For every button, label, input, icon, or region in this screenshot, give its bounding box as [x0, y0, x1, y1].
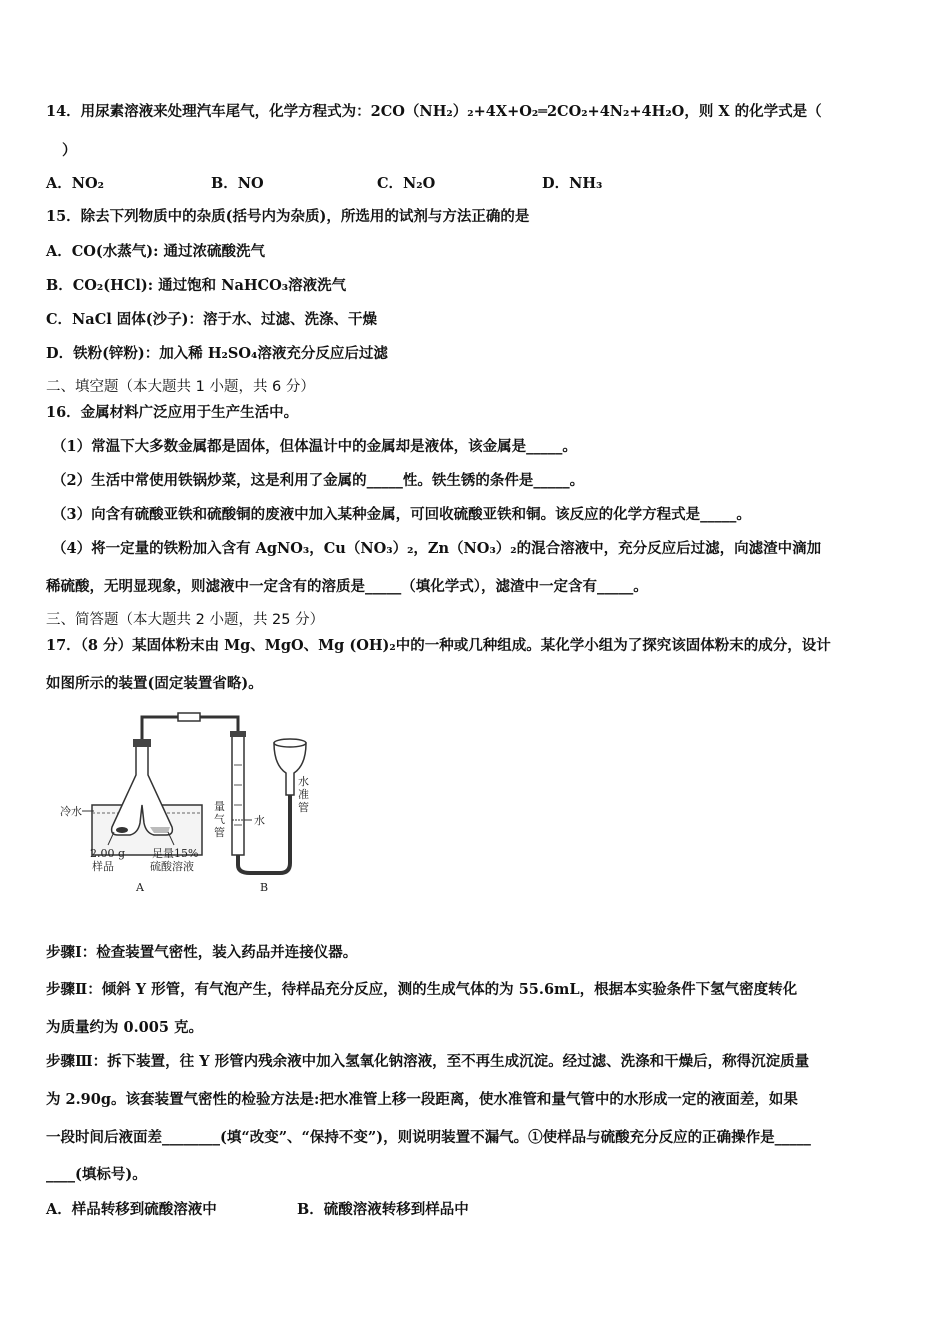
- q16-part-4: （4）将一定量的铁粉加入含有 AgNO₃，Cu（NO₃）₂，Zn（NO₃）₂的混合溶液中，充分反应后过滤，向滤渣中滴加: [52, 540, 822, 557]
- q17-step-1: 步骤Ⅰ：检查装置气密性，装入药品并连接仪器。: [46, 944, 358, 961]
- q16-stem: 16．金属材料广泛应用于生产生活中。: [46, 404, 299, 421]
- acid-amount-label: 足量15%: [152, 847, 199, 860]
- q17-option-a: A．样品转移到硫酸溶液中: [46, 1201, 217, 1218]
- q17-step-3-cont-3: ____(填标号)。: [46, 1166, 147, 1183]
- q17-step-3-cont-2: 一段时间后液面差________(填“改变”、“保持不变”)，则说明装置不漏气。①使样品与硫酸充分反应的正确操作是_____: [46, 1129, 811, 1146]
- q15-option-a: A．CO(水蒸气): 通过浓硫酸洗气: [46, 243, 266, 260]
- q15-option-c: C．NaCl 固体(沙子)：溶于水、过滤、洗涤、干燥: [46, 311, 378, 328]
- q17-stem: 17．（8 分）某固体粉末由 Mg、MgO、Mg (OH)₂中的一种或几种组成。某化学小组为了探究该固体粉末的成分，设计: [46, 637, 831, 654]
- q17-step-2-cont: 为质量约为 0.005 克。: [46, 1019, 204, 1036]
- level-tube-label-1: 水: [298, 775, 309, 788]
- q17-step-3: 步骤Ⅲ：拆下装置，往 Y 形管内残余液中加入氢氧化钠溶液，至不再生成沉淀。经过滤、洗涤和干燥后，称得沉淀质量: [46, 1053, 810, 1070]
- label-a: A: [136, 881, 144, 894]
- acid-label: 硫酸溶液: [150, 860, 194, 873]
- q14-option-b: B．NO: [211, 175, 264, 192]
- apparatus-figure: [60, 705, 330, 895]
- gas-tube-label-1: 量: [214, 800, 225, 813]
- q15-stem: 15．除去下列物质中的杂质(括号内为杂质)，所选用的试剂与方法正确的是: [46, 208, 530, 225]
- section-3-heading: 三、简答题（本大题共 2 小题，共 25 分）: [46, 612, 325, 628]
- cold-water-label: 冷水: [60, 805, 82, 818]
- label-b: B: [260, 881, 269, 894]
- q16-part-2: （2）生活中常使用铁锅炒菜，这是利用了金属的_____性。铁生锈的条件是_____。: [52, 472, 585, 489]
- q14-stem-end: ）: [62, 142, 77, 159]
- q16-part-1: （1）常温下大多数金属都是固体，但体温计中的金属却是液体，该金属是_____。: [52, 438, 577, 455]
- water-label: 水: [254, 814, 265, 827]
- gas-measuring-tube: [232, 735, 244, 855]
- q17-option-b: B．硫酸溶液转移到样品中: [297, 1201, 469, 1218]
- q14-option-a: A．NO₂: [46, 175, 104, 192]
- q17-step-3-cont-1: 为 2.90g。该套装置气密性的检验方法是:把水准管上移一段距离，使水准管和量气管中的水形成一定的液面差，如果: [46, 1091, 798, 1108]
- q16-part-3: （3）向含有硫酸亚铁和硫酸铜的废液中加入某种金属，可回收硫酸亚铁和铜。该反应的化学方程式是_____。: [52, 506, 751, 523]
- sample-label: 样品: [92, 860, 114, 873]
- q15-option-b: B．CO₂(HCl): 通过饱和 NaHCO₃溶液洗气: [46, 277, 347, 294]
- level-tube-label-3: 管: [298, 801, 309, 814]
- q14-option-c: C．N₂O: [377, 175, 436, 192]
- q17-stem-cont: 如图所示的装置(固定装置省略)。: [46, 675, 263, 692]
- tube-clamp: [178, 713, 200, 721]
- level-tube-label-2: 准: [298, 788, 309, 801]
- sample-mass-label: 2.00 g: [90, 847, 126, 860]
- gas-tube-label-3: 管: [214, 826, 225, 839]
- q14-option-d: D．NH₃: [542, 175, 603, 192]
- rubber-tube: [238, 795, 290, 873]
- section-2-heading: 二、填空题（本大题共 1 小题，共 6 分）: [46, 379, 315, 395]
- q14-stem: 14．用尿素溶液来处理汽车尾气，化学方程式为：2CO（NH₂）₂+4X+O₂═2CO₂+4N₂+4H₂O，则 X 的化学式是（: [46, 103, 822, 120]
- gas-tube-label-2: 气: [214, 813, 225, 826]
- q16-part-4-cont: 稀硫酸，无明显现象，则滤液中一定含有的溶质是_____（填化学式），滤渣中一定含有_____。: [46, 578, 648, 595]
- q15-option-d: D．铁粉(锌粉)：加入稀 H₂SO₄溶液充分反应后过滤: [46, 345, 388, 362]
- sample-powder: [116, 827, 128, 833]
- q17-step-2: 步骤Ⅱ：倾斜 Y 形管，有气泡产生，待样品充分反应，测的生成气体的为 55.6mL，根据本实验条件下氢气密度转化: [46, 981, 798, 998]
